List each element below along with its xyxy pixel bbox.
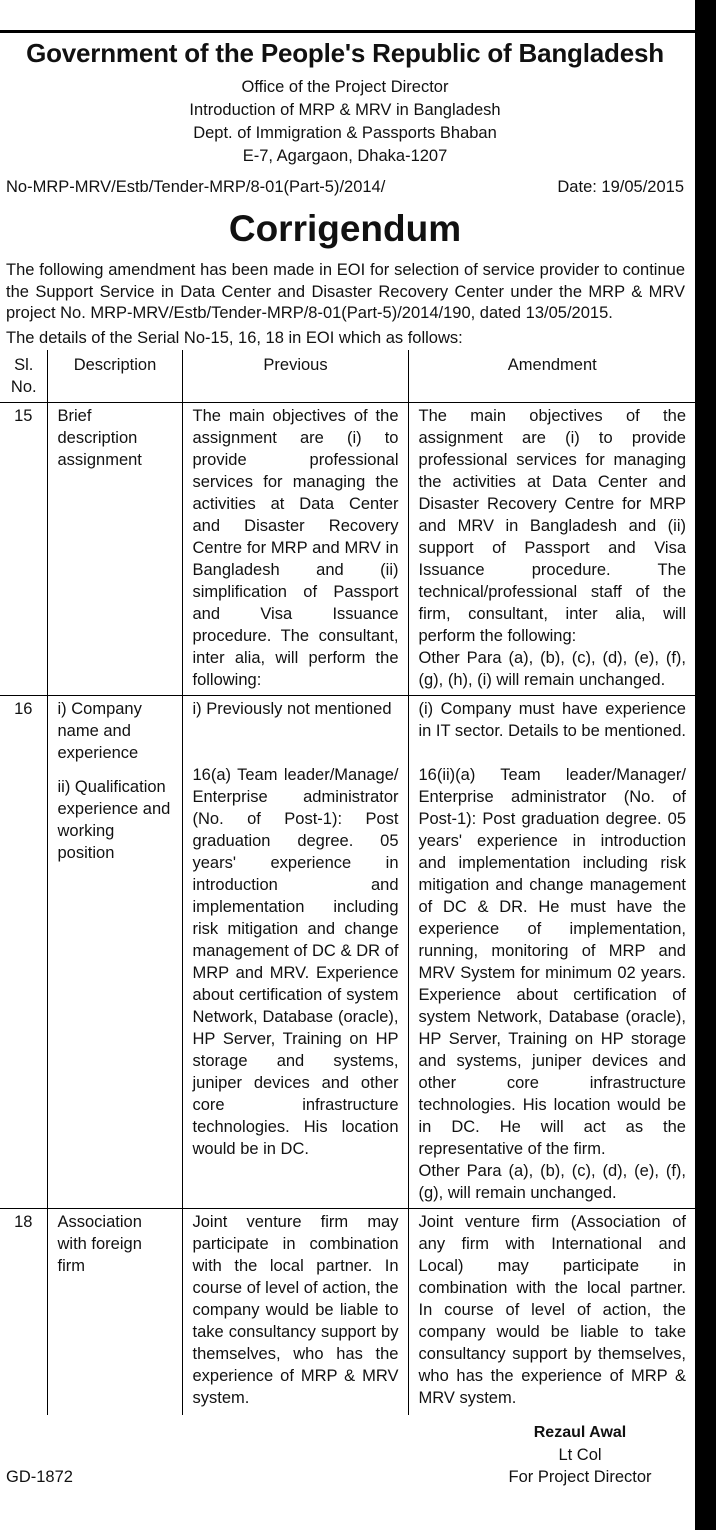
signatory-name: Rezaul Awal	[533, 1424, 627, 1441]
row-amendment	[408, 696, 695, 1209]
description-part-2: ii) Qualification experience and working position	[57, 778, 171, 862]
amendment-note: Other Para (a), (b), (c), (d), (e), (f), (g), (h), (i) will remain unchanged.	[418, 649, 686, 689]
row-amendment	[408, 403, 695, 696]
amendment-note: Other Para (a), (b), (c), (d), (e), (f), (g), will remain unchanged.	[418, 1162, 686, 1202]
signatory-rank: Lt Col	[558, 1446, 602, 1464]
header-previous: Previous	[182, 350, 408, 403]
footer-code: GD-1872	[6, 1468, 73, 1486]
previous-part-2: 16(a) Team leader/Manage/ Enterprise administrator (No. of Post-1): Post graduation degree. 05 years' experience in introduction and implementation including risk mitigation and change management of DC & DR of MRP and MRV. Experience about certification of system Network, Database (oracle), HP Server, Training on HP storage and systems, juniper devices and other core infrastructure technologies. His location would be in DC.	[192, 766, 399, 1158]
page-title: Government of the People's Republic of Bangladesh	[26, 38, 664, 68]
signatory-role: For Project Director	[508, 1468, 652, 1486]
right-edge-bar	[695, 0, 716, 1530]
header-sl: Sl. No.	[0, 350, 47, 403]
intro-paragraph: The following amendment has been made in EOI for selection of service provider to continue the Support Service in Data Center and Disaster Recovery Center under the MRP & MRV project No. MRP-MRV/Estb/Tender-MRP/8-01(Part-5)/2014/190, dated 13/05/2015.	[6, 261, 685, 322]
table-row	[0, 696, 695, 1209]
previous-part-1: i) Previously not mentioned	[192, 700, 392, 718]
row-previous: Joint venture firm may participate in combination with the local partner. In course of level of action, the company would be liable to take consultancy support by themselves, who has the experience of MRP & MRV system.	[182, 1209, 408, 1416]
row-sl: 16	[0, 696, 47, 1209]
reference-number: No-MRP-MRV/Estb/Tender-MRP/8-01(Part-5)/2014/	[6, 178, 386, 196]
row-previous	[182, 696, 408, 1209]
table-row	[0, 403, 695, 696]
row-description	[47, 696, 182, 1209]
row-amendment: Joint venture firm (Association of any firm with International and Local) may participate in combination with the local partner. In course of level of action, the company would be liable to take consultancy support by themselves, who has the experience of MRP & MRV system.	[418, 1213, 686, 1407]
amendment-text: The main objectives of the assignment are (i) to provide professional services for managing the activities at Data Center and Disaster Recovery Centre for MRP and MRV in Bangladesh and (ii) support of Passport and Visa Issuance procedure. The technical/professional staff of the firm, consultant, inter alia, will perform the following:	[418, 407, 686, 645]
office-line: Office of the Project Director	[241, 78, 449, 96]
document-heading: Corrigendum	[228, 208, 462, 249]
details-line: The details of the Serial No-15, 16, 18 in EOI which as follows:	[6, 329, 463, 347]
header-amendment: Amendment	[408, 350, 695, 403]
description-part-1: i) Company name and experience	[57, 700, 142, 762]
amendment-part-1: (i) Company must have experience in IT sector. Details to be mentioned.	[418, 700, 687, 740]
row-previous: The main objectives of the assignment are (i) to provide professional services for managing the activities at Data Center and Disaster Recovery Centre for MRP and MRV in Bangladesh and (ii) simplification of Passport and Visa Issuance procedure. The consultant, inter alia, will perform the following:	[182, 403, 408, 696]
row-sl: 18	[0, 1209, 47, 1416]
table-row	[0, 1209, 695, 1416]
dept-line: Dept. of Immigration & Passports Bhaban	[193, 124, 497, 142]
row-sl: 15	[0, 403, 47, 696]
header-description: Description	[47, 350, 182, 403]
project-line: Introduction of MRP & MRV in Bangladesh	[189, 101, 501, 119]
row-description: Brief description assignment	[47, 403, 182, 696]
amendment-table	[0, 350, 695, 1415]
address-line: E-7, Agargaon, Dhaka-1207	[242, 147, 448, 165]
issue-date: Date: 19/05/2015	[557, 178, 684, 196]
amendment-part-2: 16(ii)(a) Team leader/Manager/ Enterprise administrator (No. of Post-1): Post graduation degree. 05 years' experience in introduction and implementation including risk mitigation and change management of DC & DR. He must have the experience of implementation, running, monitoring of MRP and MRV System for minimum 02 years. Experience about certification of system Network, Database (oracle), HP Server, Training on HP storage and systems, juniper devices and other core infrastructure technologies. His location would be in DC. He will act as the representative of the firm.	[418, 766, 686, 1158]
table-header-row	[0, 350, 695, 403]
top-border	[0, 30, 716, 33]
row-description: Association with foreign firm	[47, 1209, 182, 1416]
